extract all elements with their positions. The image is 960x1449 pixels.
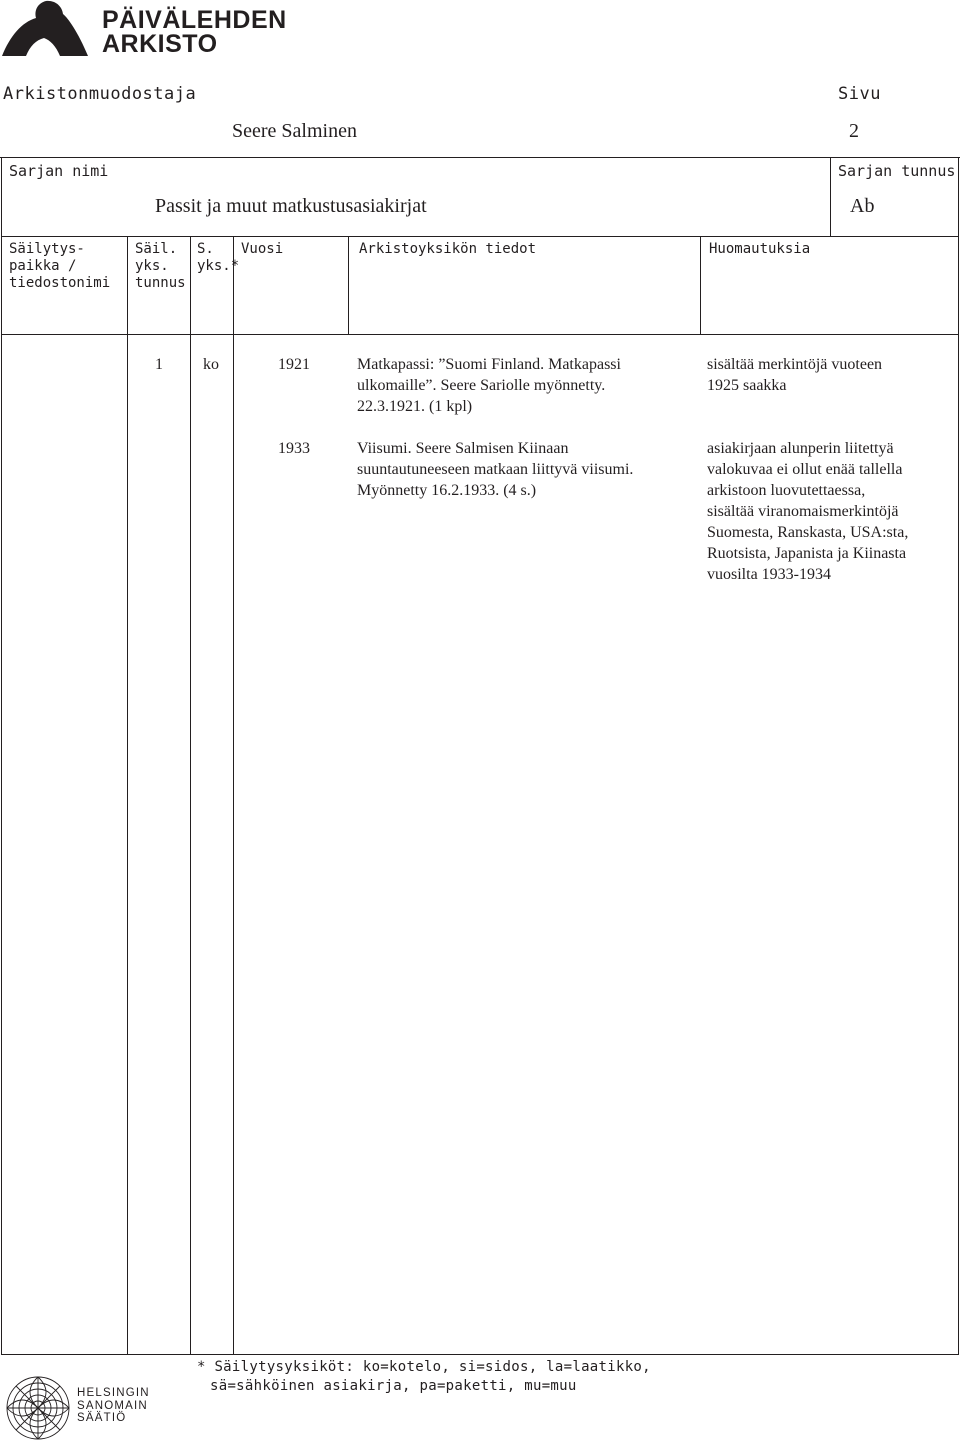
col-header-unit-id: Säil. yks. tunnus [135, 241, 186, 291]
series-name-label: Sarjan nimi [9, 162, 109, 180]
row-year: 1921 [278, 356, 310, 373]
logo-line-1: PÄIVÄLEHDEN [102, 6, 287, 34]
header-bottom-border [1, 334, 959, 335]
storage-unit-legend: * Säilytysyksiköt: ko=kotelo, si=sidos, la=laatikko, sä=sähköinen asiakirja, pa=paketti, mu=muu [197, 1359, 651, 1394]
table-bottom-border [1, 1354, 959, 1355]
row-notes: asiakirjaan alunperin liitettyä valokuvaa ei ollut enää tallella arkistoon luovutettaessa, sisältää viranomaismerkintöjä Suomesta, Ranskasta, USA:sta, Ruotsista, Japanista ja Kiinasta vuosilta 1933-1934 [707, 440, 909, 583]
col-header-location: Säilytys- paikka / tiedostonimi [9, 241, 111, 291]
table-left-border [1, 157, 2, 1355]
row-unit-id: 1 [155, 356, 163, 373]
table-right-border [958, 157, 959, 1355]
header-top-border [1, 236, 959, 237]
col-sep-4 [348, 236, 349, 334]
col-header-year: Vuosi [241, 241, 284, 257]
col-sep-1 [127, 236, 128, 1354]
col-header-notes: Huomautuksia [709, 241, 811, 257]
col-header-info: Arkistoyksikön tiedot [359, 241, 537, 257]
series-id-divider [830, 157, 831, 237]
divider [0, 157, 960, 158]
page-number: 2 [849, 120, 859, 142]
logo-line-2: ARKISTO [102, 30, 218, 58]
hss-line-3: SÄÄTIÖ [77, 1412, 127, 1424]
series-id-label: Sarjan tunnus [838, 162, 956, 180]
paivalehden-arkisto-logo [0, 0, 287, 60]
creator-label: Arkistonmuodostaja [3, 84, 197, 104]
row-unit-type: ko [203, 356, 219, 373]
row-info: Matkapassi: ”Suomi Finland. Matkapassi ulkomaille”. Seere Sariolle myönnetty. 22.3.1921. (1 kpl) [357, 356, 621, 415]
col-sep-3 [233, 236, 234, 1354]
series-name: Passit ja muut matkustusasiakirjat [155, 195, 427, 217]
row-year: 1933 [278, 440, 310, 457]
creator-name: Seere Salminen [232, 120, 357, 142]
hss-rosette-icon [4, 1370, 72, 1445]
hss-line-2: SANOMAIN [77, 1399, 148, 1412]
col-sep-2 [190, 236, 191, 1354]
row-info: Viisumi. Seere Salmisen Kiinaan suuntautuneeseen matkaan liittyvä viisumi. Myönnetty 16.2.1933. (4 s.) [357, 440, 634, 499]
hss-line-1: HELSINGIN [77, 1387, 150, 1399]
hss-foundation-logo [0, 1370, 160, 1449]
page-label: Sivu [838, 84, 881, 104]
series-id: Ab [850, 195, 875, 217]
logo-mark-icon [0, 0, 92, 58]
row-notes: sisältää merkintöjä vuoteen 1925 saakka [707, 356, 883, 394]
col-header-unit-type: S. yks.* [197, 241, 240, 274]
col-sep-5 [700, 236, 701, 334]
